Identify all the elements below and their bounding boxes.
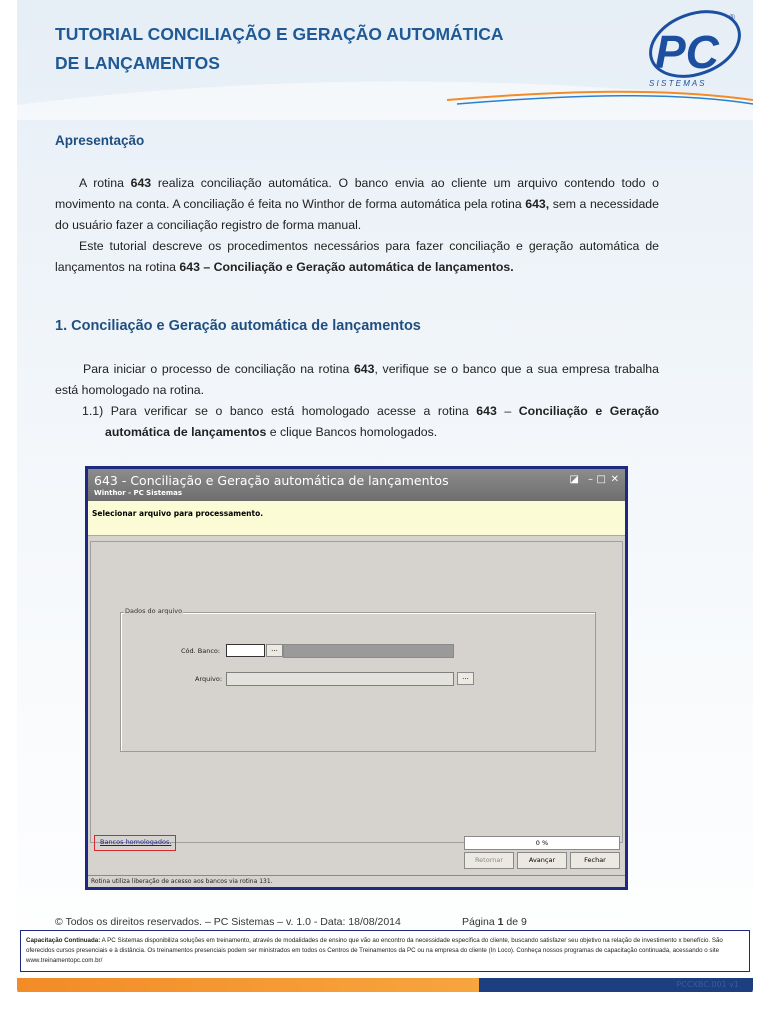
arquivo-browse-button[interactable]: ... xyxy=(457,672,474,685)
logo-subtitle: S I S T E M A S xyxy=(649,79,705,88)
group-label: Dados do arquivo xyxy=(125,607,183,615)
window-title: 643 - Conciliação e Geração automática de lançamentos xyxy=(94,473,449,488)
window-titlebar xyxy=(88,469,625,501)
document-code: PCCXBC.001 v1 xyxy=(676,980,739,989)
footer-page-number: Página 1 de 9 xyxy=(462,916,527,928)
progress-bar: 0 % xyxy=(464,836,620,850)
bancos-homologados-highlight[interactable] xyxy=(94,835,176,851)
pc-sistemas-logo xyxy=(633,6,745,96)
document-title xyxy=(55,20,575,78)
maximize-icon[interactable]: □ xyxy=(596,474,606,485)
section-1-title: 1. Conciliação e Geração automática de lançamentos xyxy=(55,318,421,334)
section-apresentacao-title: Apresentação xyxy=(55,133,145,148)
cod-banco-label: Cód. Banco: xyxy=(181,647,221,655)
capacitacao-text: Capacitação Continuada: A PC Sistemas disponibiliza soluções em treinamento, através de modalidades de ensino que vão ao encontro da necessidade específica do cliente, buscando satisfazer seu objetivo na relação de investimento x benefício. São oferecidos cursos presenciais e à distância. Os treinamentos presenciais podem ser ministrados em todos os Centros de Treinamentos da PC ou na empresa do cliente (In Loco). Conheça nossos programas de capacitação continuada, acessando o site www.treinamentopc.com.br/ xyxy=(26,937,723,964)
instruction-bar xyxy=(88,501,625,536)
window-subtitle: Winthor - PC Sistemas xyxy=(94,489,183,497)
bottom-bar-orange xyxy=(17,978,479,992)
form-area xyxy=(90,541,623,843)
instruction-text: Selecionar arquivo para processamento. xyxy=(92,509,264,518)
capacitacao-box xyxy=(20,930,750,972)
footer-copyright: © Todos os direitos reservados. – PC Sistemas – v. 1.0 - Data: 18/08/2014 xyxy=(55,916,401,928)
dados-do-arquivo-group xyxy=(120,607,596,752)
title-line-1: TUTORIAL CONCILIAÇÃO E GERAÇÃO AUTOMÁTICA xyxy=(55,24,504,44)
logo-letters: PC xyxy=(655,26,719,78)
retornar-button[interactable]: Retornar xyxy=(464,852,514,869)
minimize-icon[interactable]: – xyxy=(588,474,593,485)
bancos-homologados-link[interactable]: Bancos homologados. xyxy=(100,838,172,846)
logo-registered: ® xyxy=(729,13,735,22)
step-1-1: 1.1) Para verificar se o banco está homologado acesse a rotina 643 – Conciliação e Geração automática de lançamentos e clique Bancos homologados. xyxy=(82,404,659,439)
arquivo-label: Arquivo: xyxy=(195,675,223,683)
section-1-paragraph: Para iniciar o processo de conciliação na rotina 643, verifique se o banco que a sua empresa trabalha está homologado na rotina. xyxy=(55,362,659,397)
avancar-button[interactable]: Avançar xyxy=(517,852,567,869)
status-bar: Rotina utiliza liberação de acesso aos bancos via rotina 131. xyxy=(88,875,625,887)
bottom-bar xyxy=(17,978,753,992)
title-line-2: DE LANÇAMENTOS xyxy=(55,53,220,73)
routine-screenshot xyxy=(85,466,628,890)
fechar-button[interactable]: Fechar xyxy=(570,852,620,869)
bank-name-display xyxy=(283,644,454,658)
close-icon[interactable]: ✕ xyxy=(610,474,619,485)
apresentacao-paragraph-1: A rotina 643 realiza conciliação automática. O banco envia ao cliente um arquivo contendo todo o movimento na conta. A conciliação é feita no Winthor de forma automática pela rotina 643, sem a necessidade do usuário fazer a conciliação registro de forma manual. xyxy=(55,176,659,232)
document-page xyxy=(17,0,753,995)
cod-banco-lookup-button[interactable]: ... xyxy=(266,644,283,657)
cod-banco-input[interactable] xyxy=(226,644,265,657)
arquivo-input[interactable] xyxy=(226,672,454,686)
apresentacao-paragraph-2: Este tutorial descreve os procedimentos necessários para fazer conciliação e geração automática de lançamentos na rotina 643 – Conciliação e Geração automática de lançamentos. xyxy=(55,239,659,274)
restore-icon[interactable]: ◪ xyxy=(569,474,579,485)
